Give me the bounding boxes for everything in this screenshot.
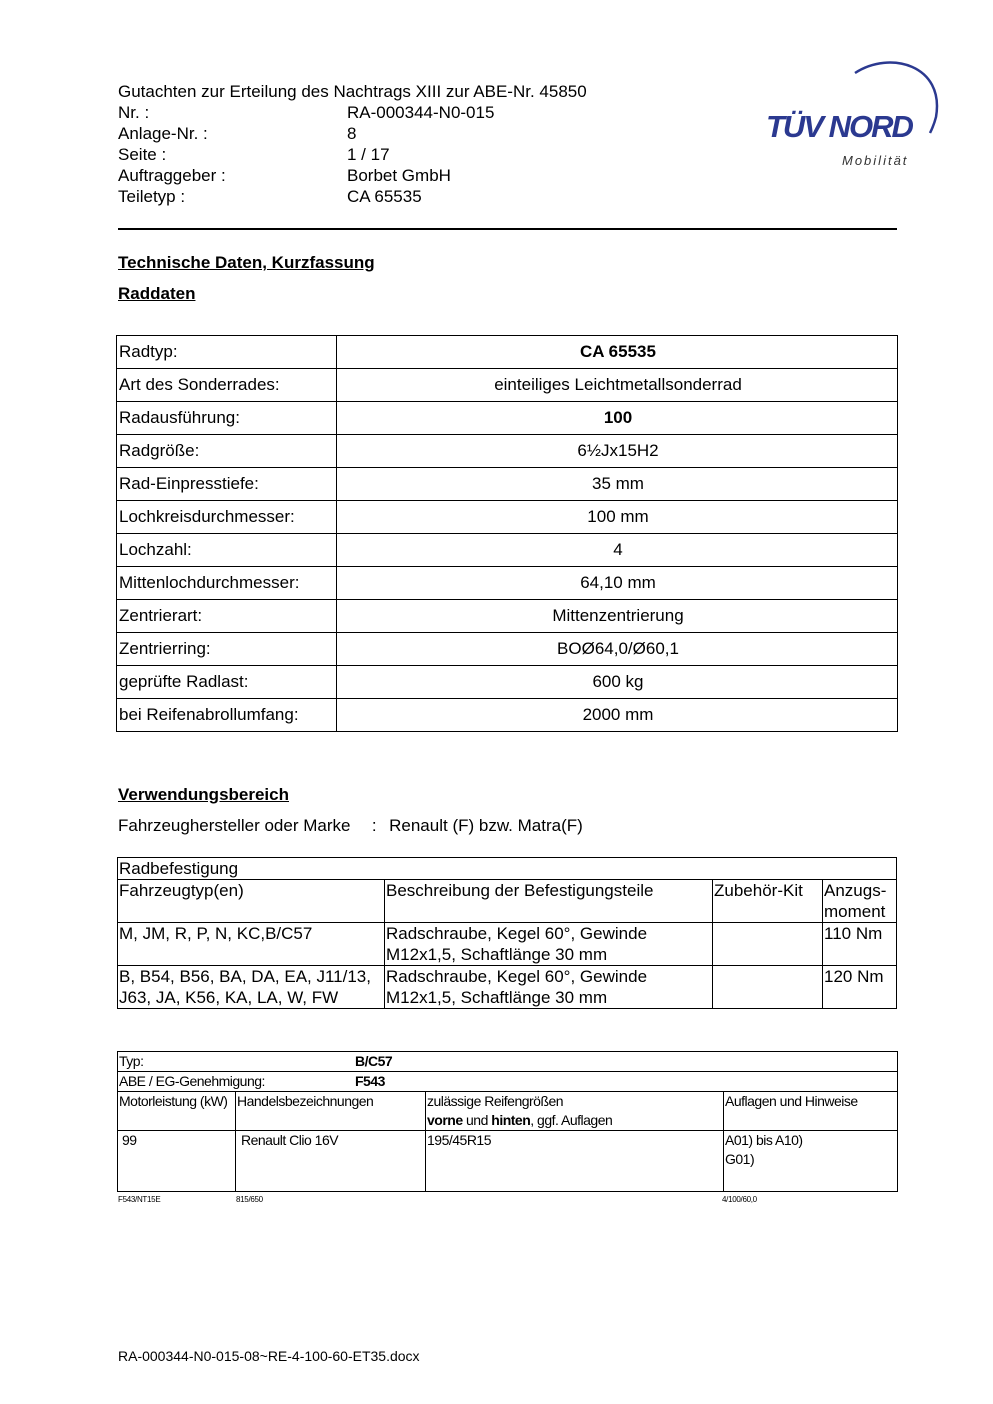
logo-brand: TÜV NORD [766, 109, 912, 144]
header-row-anlage: Anlage-Nr. : 8 [118, 124, 357, 143]
footer-filename: RA-000344-N0-015-08~RE-4-100-60-ET35.docx [118, 1348, 420, 1364]
document-title: Gutachten zur Erteilung des Nachtrags XIII zur ABE-Nr. 45850 [118, 82, 587, 101]
code-middle: 815/650 [236, 1195, 263, 1204]
header-row-seite: Seite : 1 / 17 [118, 145, 390, 164]
document-header [118, 81, 587, 207]
table-row: Radausführung: 100 [117, 402, 898, 435]
heading-technische-daten: Technische Daten, Kurzfassung [118, 253, 375, 272]
code-left: F543/NT15E [118, 1195, 161, 1204]
table-row: Fahrzeugtyp(en) Beschreibung der Befestigungsteile Zubehör-Kit Anzugs-moment [118, 880, 897, 923]
table-row: Art des Sonderrades: einteiliges Leichtmetallsonderrad [117, 369, 898, 402]
header-row-nr: Nr. : RA-000344-N0-015 [118, 103, 495, 122]
heading-verwendungsbereich: Verwendungsbereich [118, 785, 289, 804]
typ-table [117, 1051, 898, 1192]
table-row: Typ: B/C57 [118, 1052, 898, 1072]
table-row: Zentrierring: BOØ64,0/Ø60,1 [117, 633, 898, 666]
table-row: Mittenlochdurchmesser: 64,10 mm [117, 567, 898, 600]
table-row: Rad-Einpresstiefe: 35 mm [117, 468, 898, 501]
table-row: Lochkreisdurchmesser: 100 mm [117, 501, 898, 534]
table-row: M, JM, R, P, N, KC,B/C57 Radschraube, Kegel 60°, Gewinde M12x1,5, Schaftlänge 30 mm 110 Nm [118, 923, 897, 966]
table-row: Radgröße: 6½Jx15H2 [117, 435, 898, 468]
header-divider [118, 228, 897, 230]
header-row-auftraggeber: Auftraggeber : Borbet GmbH [118, 166, 451, 185]
table-row: Motorleistung (kW) Handelsbezeichnungen zulässige Reifengrößen vorne und hinten, ggf. Auflagen Auflagen und Hinweise [118, 1092, 898, 1131]
table-row: Lochzahl: 4 [117, 534, 898, 567]
table-row: Zentrierart: Mittenzentrierung [117, 600, 898, 633]
hersteller-line: Fahrzeughersteller oder Marke : Renault (F) bzw. Matra(F) [118, 816, 583, 835]
code-right: 4/100/60,0 [722, 1195, 757, 1204]
header-row-teiletyp: Teiletyp : CA 65535 [118, 187, 422, 206]
heading-raddaten: Raddaten [118, 284, 196, 303]
table-row: bei Reifenabrollumfang: 2000 mm [117, 699, 898, 732]
table-row: ABE / EG-Genehmigung: F543 [118, 1072, 898, 1092]
raddaten-table [116, 335, 898, 732]
befestigung-table [117, 857, 897, 1009]
table-row: Radbefestigung [118, 858, 897, 880]
table-row: Radtyp: CA 65535 [117, 336, 898, 369]
table-row: 99 Renault Clio 16V 195/45R15 A01) bis A10) G01) [118, 1131, 898, 1192]
table-row: B, B54, B56, BA, DA, EA, J11/13, J63, JA, K56, KA, LA, W, FW Radschraube, Kegel 60°, Gewinde M12x1,5, Schaftlänge 30 mm 120 Nm [118, 966, 897, 1009]
table-row: geprüfte Radlast: 600 kg [117, 666, 898, 699]
logo-sub: Mobilität [842, 153, 909, 168]
tuv-nord-logo [760, 55, 940, 175]
